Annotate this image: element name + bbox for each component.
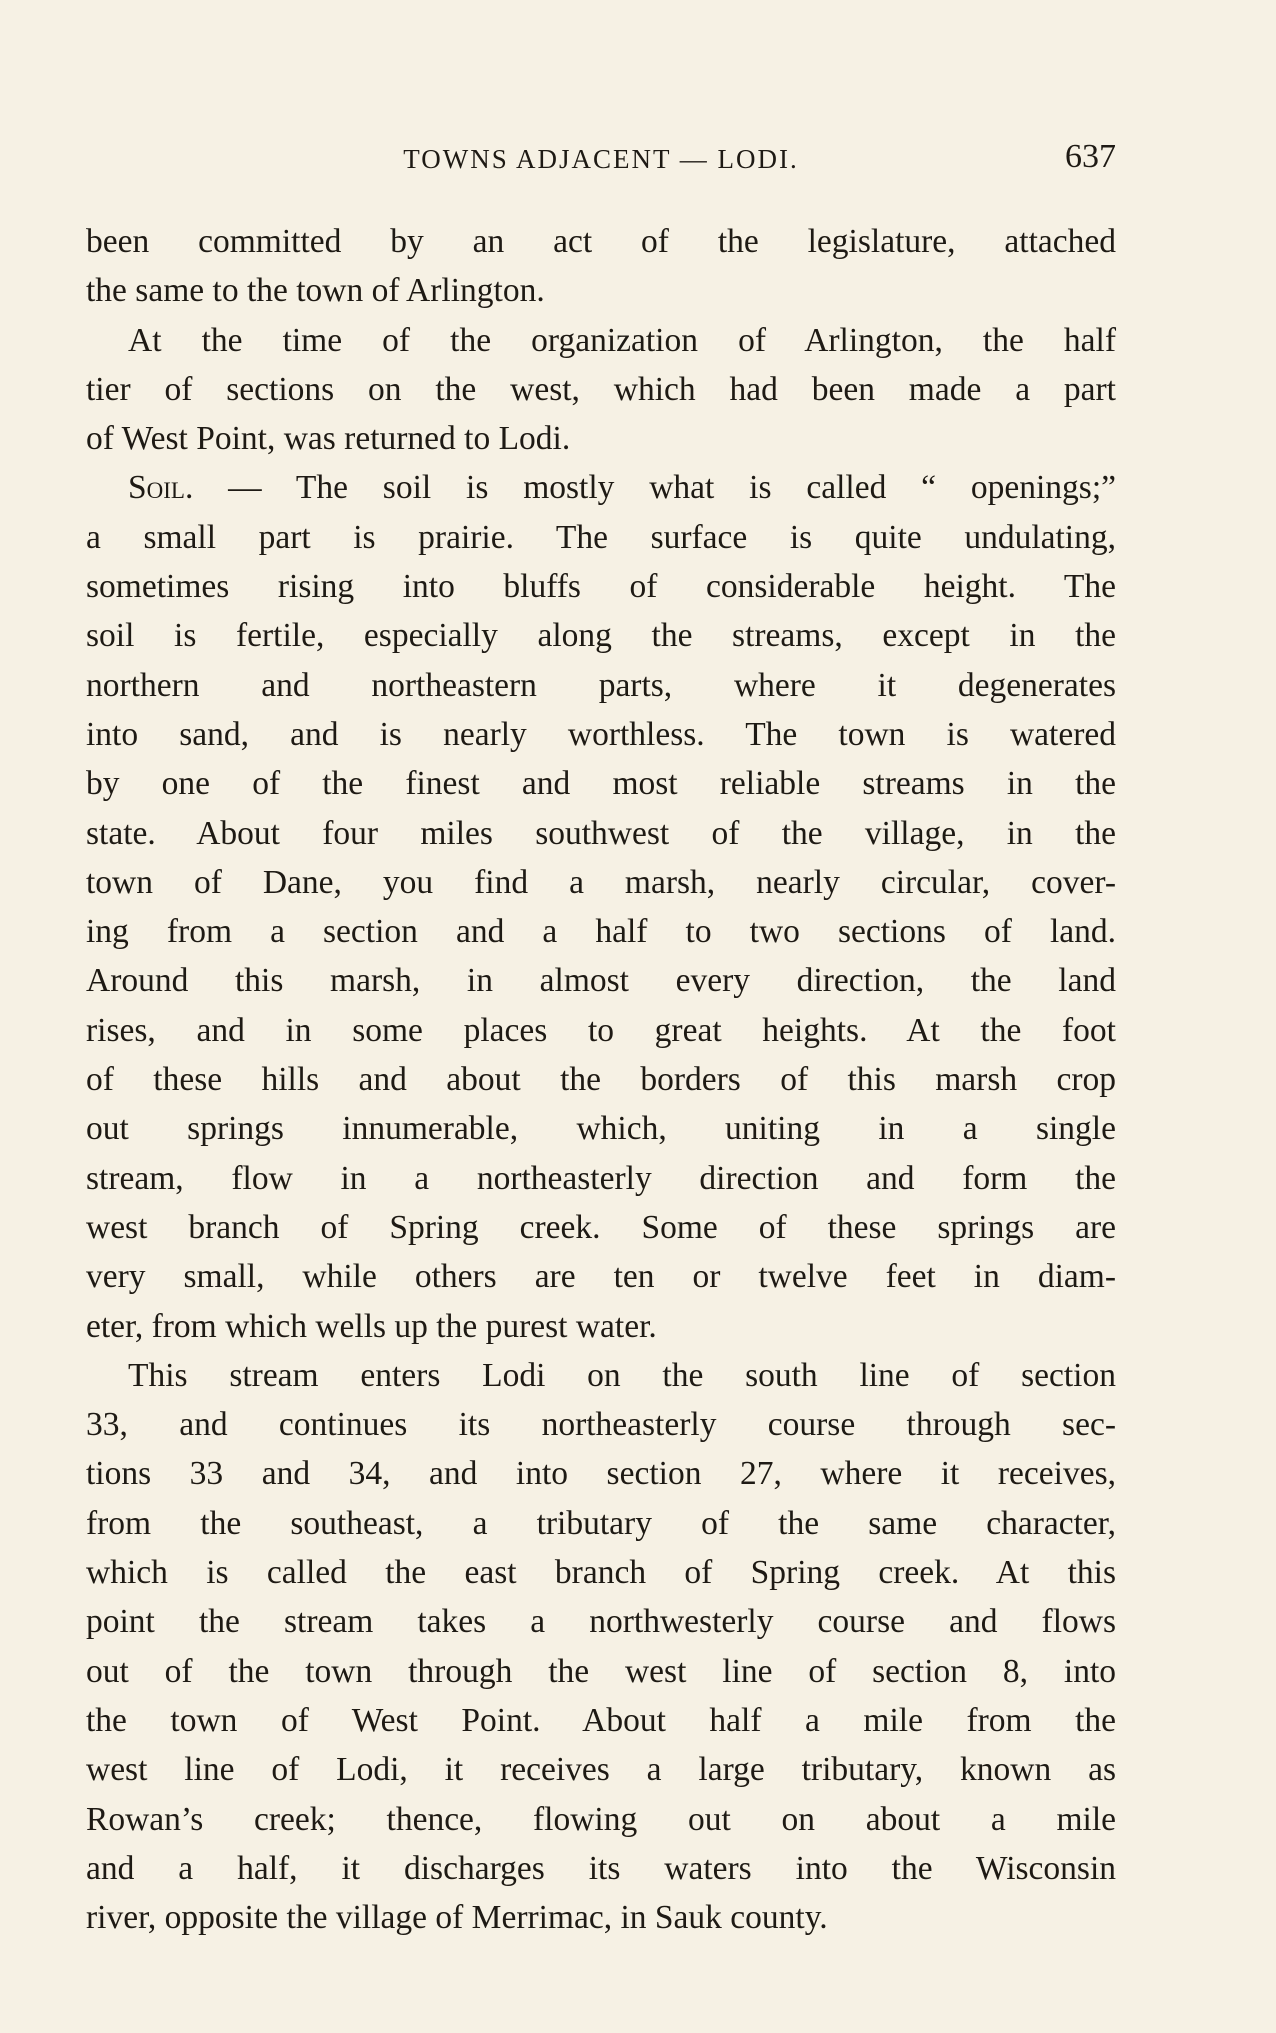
text-line: the same to the town of Arlington. [86,272,545,310]
text-line: ing from a section and a half to two sections of land. [86,913,1116,951]
text-line: west line of Lodi, it receives a large tributary, known as [86,1751,1116,1789]
text-line: tions 33 and 34, and into section 27, where it receives, [86,1455,1116,1493]
text-line: river, opposite the village of Merrimac, in Sauk county. [86,1899,828,1937]
paragraph-soil [86,463,1116,1350]
text-line: 33, and continues its northeasterly course through sec- [86,1406,1116,1444]
text-line: soil is fertile, especially along the streams, except in the [86,617,1116,655]
text-line: from the southeast, a tributary of the same character, [86,1504,1116,1542]
text-line: very small, while others are ten or twelve feet in diam- [86,1258,1116,1296]
text-line: This stream enters Lodi on the south line of section [128,1356,1116,1394]
text-line: by one of the finest and most reliable streams in the [86,765,1116,803]
text-line: state. About four miles southwest of the village, in the [86,814,1116,852]
text-line: point the stream takes a northwesterly course and flows [86,1603,1116,1641]
text-line: Around this marsh, in almost every direction, the land [86,962,1116,1000]
text-line: which is called the east branch of Spring creek. At this [86,1554,1116,1592]
text-line: into sand, and is nearly worthless. The town is watered [86,715,1116,753]
running-header [86,138,1116,188]
text-line: west branch of Spring creek. Some of these springs are [86,1208,1116,1246]
text-line: of West Point, was returned to Lodi. [86,420,571,458]
text-line: tier of sections on the west, which had been made a part [86,370,1116,408]
text-line: been committed by an act of the legislature, attached [86,223,1116,260]
text-line-rest: — The soil is mostly what is called “ openings;” [193,469,1116,507]
paragraph-stream [86,1351,1116,1943]
paragraph-continuation [86,217,1116,316]
text-line: a small part is prairie. The surface is quite undulating, [86,518,1116,556]
text-line: At the time of the organization of Arlington, the half [128,321,1116,359]
body-text [86,217,1116,1942]
text-line: eter, from which wells up the purest water. [86,1307,657,1345]
text-line: the town of West Point. About half a mile from the [86,1701,1116,1739]
text-line: out springs innumerable, which, uniting in a single [86,1110,1116,1148]
text-line: and a half, it discharges its waters into the Wisconsin [86,1849,1116,1887]
text-line: of these hills and about the borders of this marsh crop [86,1061,1116,1099]
page-number: 637 [1065,138,1116,175]
text-line: sometimes rising into bluffs of considerable height. The [86,568,1116,606]
section-heading-soil: Soil. [128,469,194,507]
text-line [86,463,1116,512]
text-line: out of the town through the west line of section 8, into [86,1652,1116,1690]
text-line: stream, flow in a northeasterly direction and form the [86,1159,1116,1197]
text-line: Rowan’s creek; thence, flowing out on about a mile [86,1800,1116,1838]
running-header-title: TOWNS ADJACENT — LODI. [403,144,799,174]
text-line: rises, and in some places to great heights. At the foot [86,1011,1116,1049]
text-line: northern and northeastern parts, where it degenerates [86,666,1116,704]
paragraph-arlington [86,316,1116,464]
text-line: town of Dane, you find a marsh, nearly circular, cover- [86,863,1116,901]
